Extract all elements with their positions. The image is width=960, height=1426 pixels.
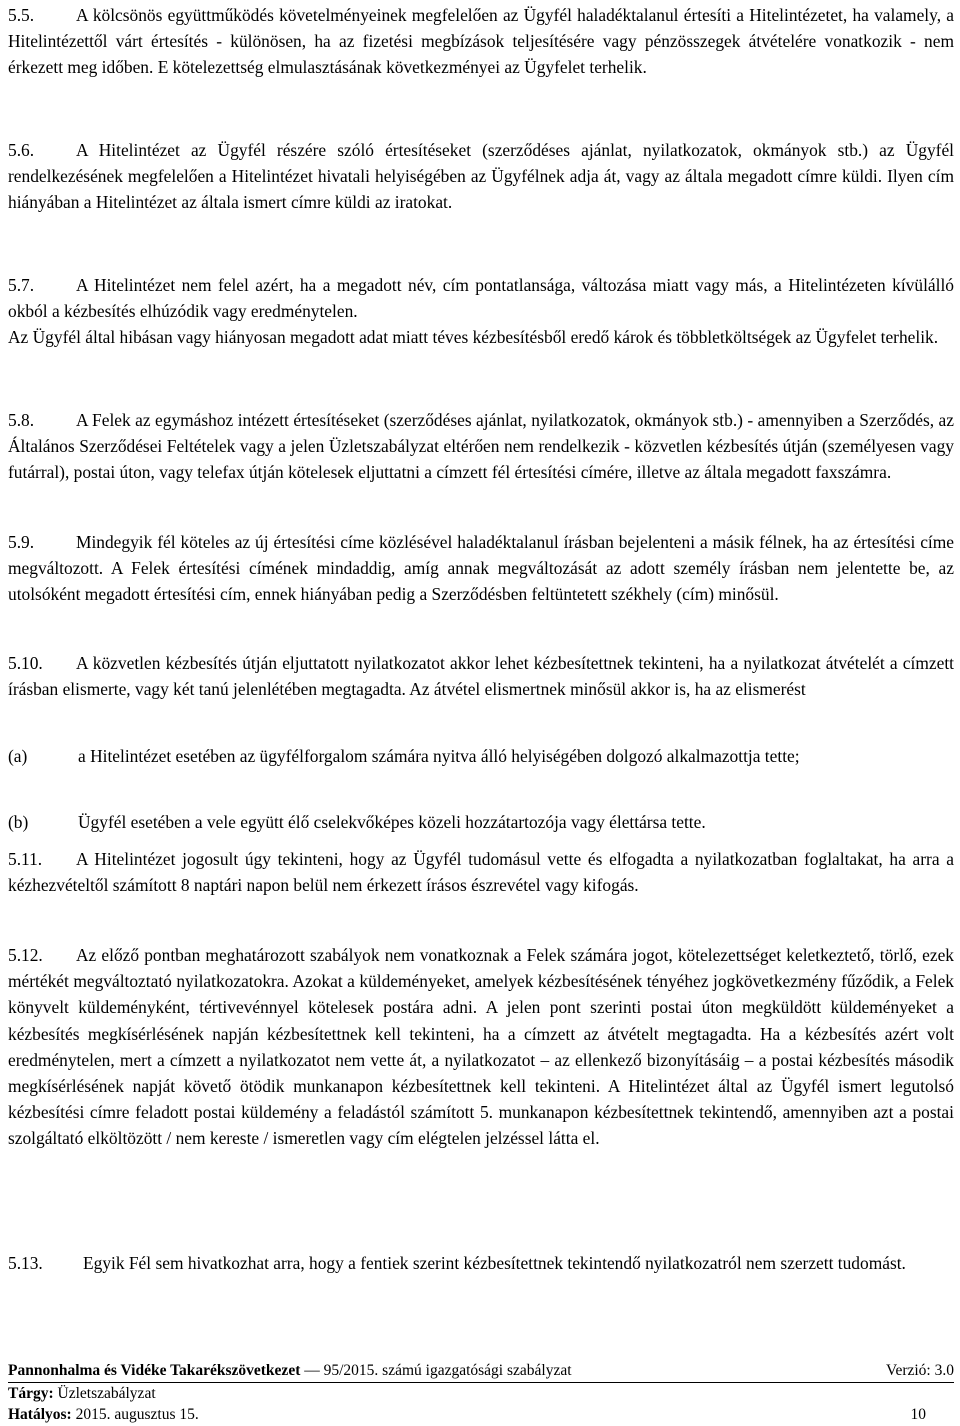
- clause-5-12: [8, 942, 954, 1152]
- clause-number: 5.6.: [8, 140, 35, 160]
- subitem-text: a Hitelintézet esetében az ügyfélforgalom számára nyitva álló helyiségében dolgozó alkalmazottja tette;: [78, 746, 800, 766]
- clause-text: A Hitelintézet nem felel azért, ha a megadott név, cím pontatlansága, változása miatt vagy más, a Hitelintézeten kívülálló okból a kézbesítés elhúzódik vagy eredménytelen.: [8, 275, 954, 322]
- clause-text: A Hitelintézet az Ügyfél részére szóló értesítéseket (szerződéses ajánlat, nyilatkozatok, okmányok stb.) az Ügyfél rendelkezésének megfelelően a Hitelintézet hivatali helyiségében az Ügyfélnek adja át, vagy az általa megadott címre küldi. Ilyen cím hiányában a Hitelintézet az általa ismert címre küldi az iratokat.: [8, 140, 954, 213]
- footer-institution: Pannonhalma és Vidéke Takarékszövetkezet: [8, 1362, 301, 1379]
- clause-number: 5.8.: [8, 410, 35, 430]
- footer-effective-line: [8, 1404, 954, 1426]
- clause-text: Mindegyik fél köteles az új értesítési címe közlésével haladéktalanul írásban bejelenteni a másik félnek, ha az értesítési címe megváltozott. A Felek értesítési címének mindaddig, amíg annak megváltozását az adott személy írásban nem jelentette be, az utolsóként megadott értesítési cím, ennek hiányában pedig a Szerződésben feltüntetett székhely (cím) minősül.: [8, 532, 954, 605]
- clause-text: A kölcsönös együttműködés követelményeinek megfelelően az Ügyfél haladéktalanul értesíti a Hitelintézetet, ha valamely, a Hitelintézettől várt értesítés - különösen, ha az fizetési megbízások teljesítésére vagy pénzösszegek átvételére vonatkozik - nem érkezett meg időben. E kötelezettség elmulasztásának következményei az Ügyfelet terhelik.: [8, 5, 954, 78]
- clause-5-9: [8, 529, 954, 608]
- footer-effective: [8, 1404, 199, 1426]
- clause-5-10: [8, 650, 954, 702]
- clause-5-13: [8, 1250, 954, 1276]
- footer-effective-value: 2015. augusztus 15.: [71, 1406, 199, 1423]
- clause-number: 5.11.: [8, 849, 43, 869]
- clause-number: 5.7.: [8, 275, 35, 295]
- subitem-label: (b): [8, 812, 29, 832]
- clause-text: A Felek az egymáshoz intézett értesítéseket (szerződéses ajánlat, nyilatkozatok, okmányok stb.) - amennyiben a Szerződés, az Általános Szerződései Feltételek vagy a jelen Üzletszabályzat eltérően nem rendelkezik - közvetlen kézbesítés útján (személyesen vagy futárral), postai úton, vagy telefax útján kötelesek eljuttatni a címzett fél értesítési címére, illetve az általa megadott faxszámra.: [8, 410, 954, 483]
- clause-text-continued: Az Ügyfél által hibásan vagy hiányosan megadott adat miatt téves kézbesítésből eredő károk és többletköltségek az Ügyfelet terhelik.: [8, 327, 939, 348]
- subitem-text: Ügyfél esetében a vele együtt élő cselekvőképes közeli hozzátartozója vagy élettársa tette.: [78, 812, 706, 832]
- footer-effective-label: Hatályos:: [8, 1406, 72, 1423]
- clause-number: 5.13.: [8, 1253, 43, 1273]
- footer-regulation: 95/2015. számú igazgatósági szabályzat: [323, 1362, 572, 1379]
- clause-number: 5.10.: [8, 653, 43, 673]
- clause-5-5: [8, 2, 954, 81]
- clause-5-7: [8, 272, 954, 351]
- clause-text: Az előző pontban meghatározott szabályok nem vonatkoznak a Felek számára jogot, kötelezettséget keletkeztető, törlő, ezek mértékét megváltoztató nyilatkozatokra. Azokat a küldeményeket, amelyek kézbesítésének tényéhez jogkövetkezmény fűződik, a Felek könyvelt küldeményként, tértivevénnyel kötelesek postára adni. A jelen pont szerinti postai úton megküldött küldeményeket a kézbesítés megkísérlésének napján kézbesítettnek kell tekinteni, ha a címzett az átvételt megtagadta. Ha a kézbesítés azért volt eredménytelen, mert a címzett a nyilatkozatot nem vette át, a nyilatkozatot – az ellenkező bizonyításáig – a postai kézbesítés második megkísérlésének napját követő ötödik munkanapon kézbesítettnek kell tekinteni. A Hitelintézet által az Ügyfél ismert legutolsó kézbesítési címre feladott postai küldemény a feladástól számított 5. munkanapon kézbesítettnek tekintendő, amennyiben azt a postai szolgáltató elköltözött / nem kereste / ismeretlen vagy cím elégtelen jelzéssel látta el.: [8, 945, 954, 1149]
- clause-text: Egyik Fél sem hivatkozhat arra, hogy a fentiek szerint kézbesítettnek tekintendő nyilatkozatról nem szerzett tudomást.: [83, 1253, 906, 1273]
- clause-5-6: [8, 137, 954, 216]
- page-number: 10: [910, 1406, 926, 1423]
- footer-subject-label: Tárgy:: [8, 1385, 54, 1402]
- footer-header-line: [8, 1360, 954, 1383]
- footer-subject: [8, 1383, 954, 1405]
- footer-dash: —: [300, 1362, 324, 1379]
- subitem-label: (a): [8, 746, 28, 766]
- clause-number: 5.12.: [8, 945, 43, 965]
- clause-number: 5.5.: [8, 5, 35, 25]
- subitem-b: [8, 809, 954, 835]
- footer-document-id: [8, 1360, 572, 1382]
- clause-text: A Hitelintézet jogosult úgy tekinteni, hogy az Ügyfél tudomásul vette és elfogadta a nyilatkozatban foglaltakat, ha arra a kézhezvételtől számított 8 naptári napon belül nem érkezett írásos észrevétel vagy kifogás.: [8, 849, 954, 896]
- footer-subject-value: Üzletszabályzat: [53, 1385, 156, 1402]
- subitem-a: [8, 743, 954, 769]
- clause-number: 5.9.: [8, 532, 35, 552]
- clause-5-8: [8, 407, 954, 486]
- clause-5-11: [8, 846, 954, 898]
- footer-version: Verzió: 3.0: [885, 1362, 954, 1379]
- clause-text: A közvetlen kézbesítés útján eljuttatott nyilatkozatot akkor lehet kézbesítettnek tekinteni, ha a nyilatkozat átvételét a címzett írásban elismerte, vagy két tanú jelenlétében megtagadta. Az átvétel elismertnek minősül akkor is, ha az elismerést: [8, 653, 954, 700]
